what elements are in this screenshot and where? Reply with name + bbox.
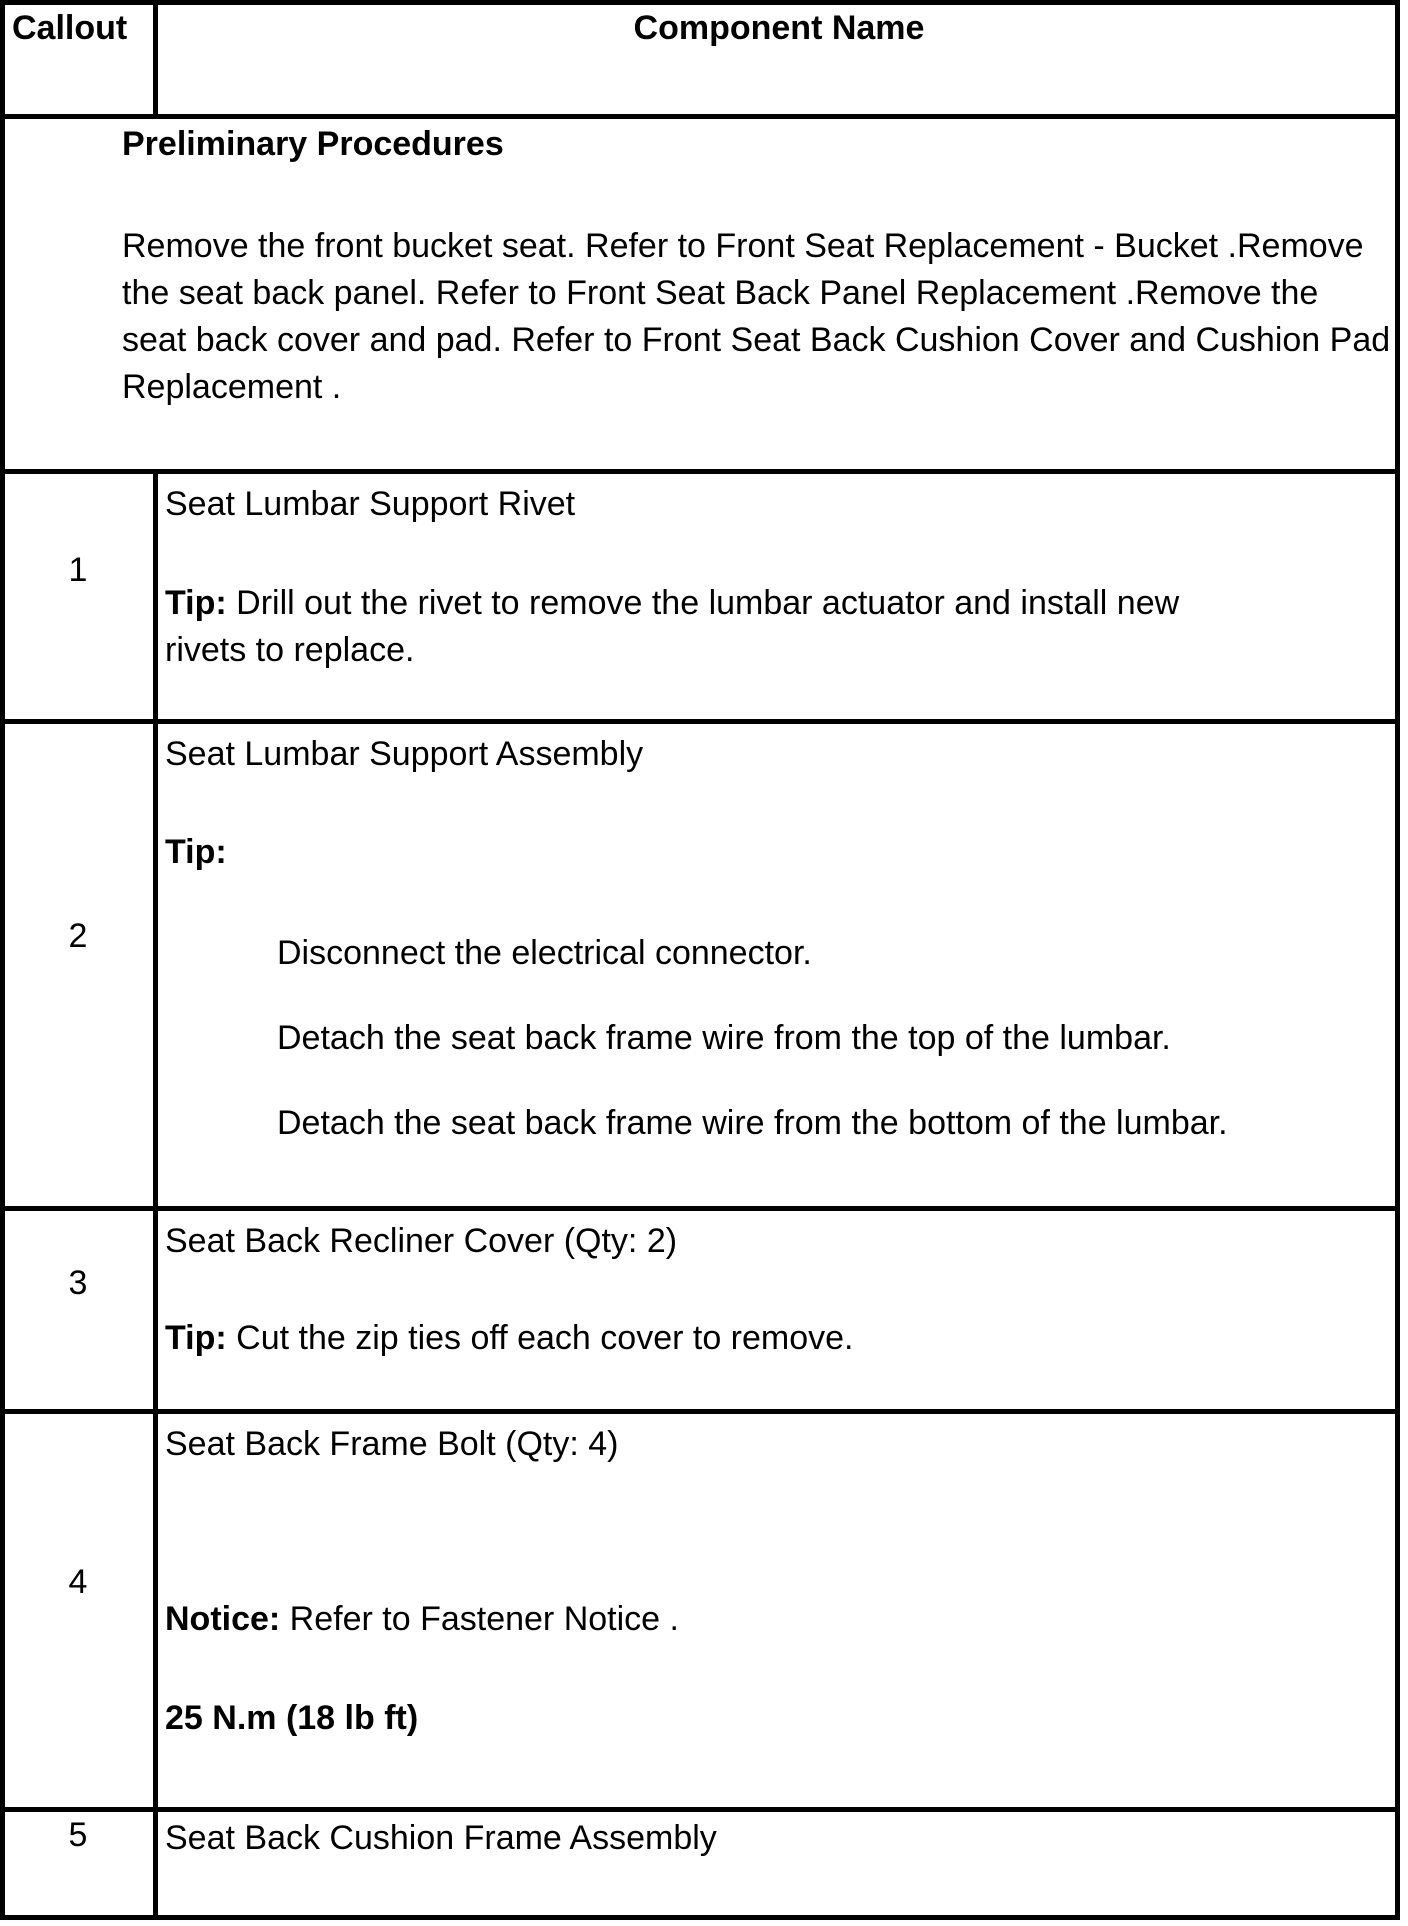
column-divider-body [153,469,158,1920]
row-4-torque: 25 N.m (18 lb ft) [165,1699,419,1737]
row-4-divider [0,1807,1400,1812]
row-3-tip [165,1315,854,1362]
row-4-notice [165,1596,679,1643]
row-2-divider [0,1206,1400,1211]
tip-label: Tip: [165,1319,227,1357]
row-5-name: Seat Back Cushion Frame Assembly [165,1819,717,1857]
row-1-divider [0,719,1400,724]
header-component-name: Component Name [633,9,925,47]
callout-3: 3 [68,1264,88,1302]
notice-label: Notice: [165,1600,281,1638]
tip-text: Drill out the rivet to remove the lumbar actuator and install new [226,584,1180,622]
callout-4: 4 [68,1563,88,1601]
row-2-step: Detach the seat back frame wire from the bottom of the lumbar. [277,1104,1228,1142]
row-1-name: Seat Lumbar Support Rivet [165,485,576,523]
row-4-name: Seat Back Frame Bolt (Qty: 4) [165,1425,619,1463]
row-2-tip-label: Tip: [165,833,227,871]
preliminary-text: Remove the front bucket seat. Refer to Front Seat Replacement - Bucket .Remove the seat back panel. Refer to Front Seat Back Panel Replacement .Remove the seat back cover and pad. Refer to Front Seat Back Cushion Cover and Cushion Pad Replacement . [122,227,1391,406]
row-2-step: Disconnect the electrical connector. [277,934,812,972]
callout-5: 5 [68,1816,88,1854]
tip-text: Cut the zip ties off each cover to remove. [226,1319,854,1357]
row-3-name: Seat Back Recliner Cover (Qty: 2) [165,1222,678,1260]
tip-label: Tip: [165,584,227,622]
row-1-tip [165,580,1179,627]
notice-text: Refer to Fastener Notice . [280,1600,679,1638]
row-2-step: Detach the seat back frame wire from the top of the lumbar. [277,1019,1171,1057]
preliminary-divider [0,469,1400,474]
callout-1: 1 [68,551,88,589]
row-2-name: Seat Lumbar Support Assembly [165,735,644,773]
row-3-divider [0,1409,1400,1414]
callout-2: 2 [68,917,88,955]
header-divider [0,114,1400,119]
preliminary-title: Preliminary Procedures [122,125,504,163]
row-1-tip-cont: rivets to replace. [165,631,415,669]
header-callout: Callout [12,9,128,47]
